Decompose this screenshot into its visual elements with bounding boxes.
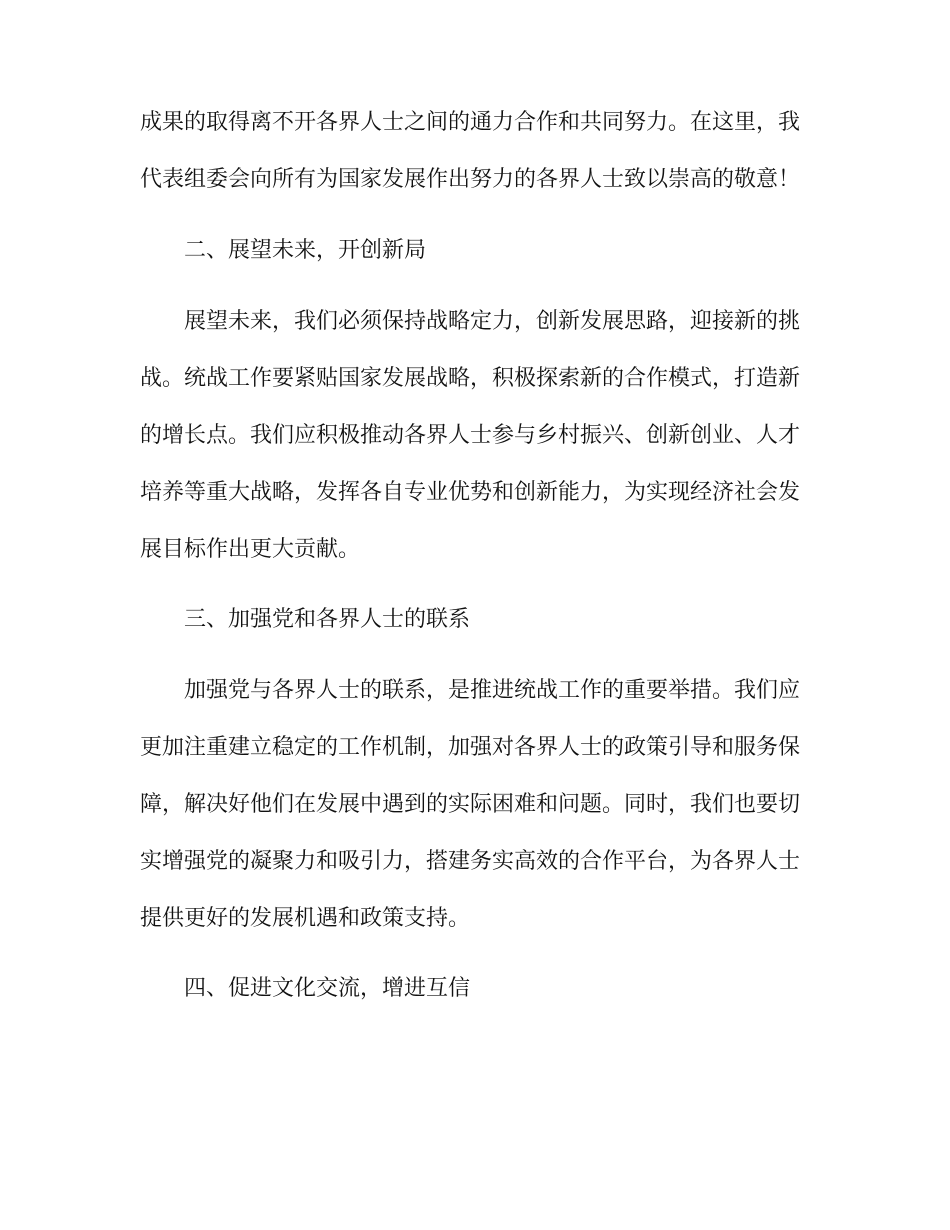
paragraph-line: 展望未来，我们必须保持战略定力，创新发展思路，迎接新的挑 [184,309,801,334]
paragraph-line: 培养等重大战略，发挥各自专业优势和创新能力，为实现经济社会发 [140,480,801,505]
paragraph-line: 成果的取得离不开各界人士之间的通力合作和共同努力。在这里，我 [140,110,801,135]
paragraph-line: 提供更好的发展机遇和政策支持。 [140,906,471,931]
paragraph-line: 展目标作出更大贡献。 [140,537,361,562]
paragraph-line: 的增长点。我们应积极推动各界人士参与乡村振兴、创新创业、人才 [140,423,801,448]
section-heading: 二、展望未来，开创新局 [184,238,427,263]
paragraph-line: 加强党与各界人士的联系，是推进统战工作的重要举措。我们应 [184,678,801,703]
section-heading: 四、促进文化交流，增进互信 [184,976,471,1001]
paragraph-line: 战。统战工作要紧贴国家发展战略，积极探索新的合作模式，打造新 [140,366,801,391]
paragraph-line: 实增强党的凝聚力和吸引力，搭建务实高效的合作平台，为各界人士 [140,849,801,874]
paragraph-line: 代表组委会向所有为国家发展作出努力的各界人士致以崇高的敬意！ [140,167,801,192]
paragraph-line: 障，解决好他们在发展中遇到的实际困难和问题。同时，我们也要切 [140,792,801,817]
paragraph-line: 更加注重建立稳定的工作机制，加强对各界人士的政策引导和服务保 [140,735,801,760]
section-heading: 三、加强党和各界人士的联系 [184,607,471,632]
